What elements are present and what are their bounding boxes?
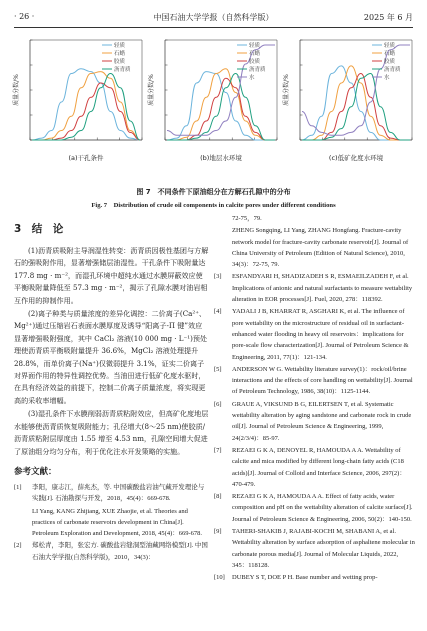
reference-number: [4] [214, 308, 222, 316]
legend-label: 石蜡 [249, 51, 261, 57]
legend-label: 沥青质 [384, 67, 401, 73]
legend-label: 胶质 [384, 59, 396, 65]
reference-number: [2] [14, 542, 22, 550]
reference-item [214, 491, 415, 525]
series-line-胶质 [167, 78, 275, 140]
reference-number: [8] [214, 493, 222, 501]
reference-item [214, 225, 415, 270]
journal-title: 中国石油大学学报（自然科学版） [153, 13, 274, 22]
left-column [14, 213, 209, 564]
series-line-胶质 [302, 74, 410, 141]
panel-subcaption: (c)低矿化度水环境 [328, 154, 384, 162]
reference-item [214, 306, 415, 362]
reference-text: YADALI J B, KHARRAT R, ASGHARI K, et al. The influence of pore wettability on the microstructure of residual oil in surfactant-enhanced water flooding in heavy oil reservoirs：implications for pore-scale flow characterization[J]. Journal of Petroleum Science & Engineering, 2011, 77(1)：121-134. [232, 308, 409, 361]
legend-label: 胶质 [114, 59, 126, 65]
reference-text: ZHENG Songqing, LI Yang, ZHANG Hongfang. Fracture-cavity network model for fracture-cavity carbonate reservoir[J]. Journal of China University of Petroleum (Edition of Natural Science), 2010, 34(3)：72-75, 79. [232, 227, 409, 269]
reference-text: DUBEY S T, DOE P H. Base number and wetting prop- [232, 574, 378, 582]
chart-panel [12, 40, 142, 162]
reference-item [14, 540, 209, 563]
series-line-胶质 [32, 83, 140, 140]
reference-item [214, 399, 415, 444]
conclusion-paragraph: (1)沥青质吸附主导润湿性转变：沥青质因极性基团与方解石的强吸附作用，显著增强储层油湿性。干孔条件下吸附量达 177.8 mg · m⁻²，而湿孔环境中超纯水通过水膜屏蔽效应使平衡吸附量降低至 57.3 mg · m⁻²，揭示了孔隙水膜对油岩相互作用的抑制作用。 [14, 246, 209, 305]
right-column [214, 213, 415, 585]
reference-item [214, 526, 415, 571]
reference-number: [7] [214, 446, 222, 454]
reference-item [214, 364, 415, 398]
running-header [14, 12, 413, 26]
reference-text: LI Yang, KANG Zhijiang, XUE Zhaojie, et al. Theories and practices of carbonate reservoirs development in China[J]. Petroleum Exploration and Development, 2018, 45(4)：669-678. [32, 507, 203, 538]
legend-label: 石蜡 [114, 51, 126, 57]
references-title: 参考文献： [14, 466, 57, 477]
reference-text: TAHERI-SHAKIB J, RAJABI-KOCHI M, SHABANI A, et al. Wettability alteration by surface adsorption of asphaltene molecular in carbonate porous media[J]. Journal of Molecular Liquids, 2022, 345：118128. [232, 528, 415, 569]
reference-item [214, 572, 415, 583]
reference-text: 郑松青，李阳，张宏方. 碳酸盐岩缝洞型油藏网络模型[J]. 中国石油大学学报(自然科学版)，2010，34(3)： [32, 542, 208, 561]
legend-label: 轻质 [384, 43, 396, 49]
reference-text: 李阳，康志江，薛兆杰，等. 中国碳酸盐岩油气藏开发理论与实践[J]. 石油勘探与开发，2018，45(4)：669-678. [32, 483, 205, 503]
conclusion-paragraph: (2)离子种类与质量浓度的差异化调控：二价离子(Ca²⁺、Mg²⁺)通过压缩岩石表面水膜厚度及诱导“阳离子-Π 键”效应显著增强吸附强度，其中 CaCl₂ 溶液(10 000 mg · L⁻¹)预处理使沥青质平衡吸附量提升 36.6%，MgCl₂ 溶液处理提升 28.8%，而单价离子(Na⁺)仅微弱提升 3.1%，证实二价离子对界面作用的特异性调控优势。当油田进行低矿化度水驱时，在具有经济效益的前提下，控制二价离子质量浓度，将实现更高的采收率增幅。 [14, 309, 208, 405]
y-axis-label: 质量分数/% [283, 74, 290, 106]
reference-number: [9] [214, 528, 222, 536]
y-axis-label: 质量分数/% [13, 74, 20, 106]
conclusion-paragraph: (3)湿孔条件下水膜削弱沥青质粘附效应，但高矿化度地层水能够使沥青质恢复吸附能力；孔径增大(8～25 nm)使胶质/沥青质粘附层厚度由 1.55 增至 4.53 nm，孔隙空间增大促进了原油组分均匀分布，利于优化注水开发策略的实施。 [14, 409, 209, 456]
reference-item [214, 445, 415, 490]
legend-label: 沥青质 [249, 67, 266, 73]
panel-subcaption: (a)干孔条件 [68, 154, 104, 162]
series-line-沥青质 [302, 74, 410, 141]
reference-text: REZAEI G K A, DENOYEL R, HAMOUDA A A. Wettability of calcite and mica modified by different long-chain fatty acids (C18 acids)[J]. Journal of Colloid and Interface Science, 2006, 297(2)：470-479. [232, 446, 406, 488]
legend-label: 沥青质 [114, 67, 131, 73]
reference-text: REZAEI G K A, HAMOUDA A A. Effect of fatty acids, water composition and pH on the wettability alteration of calcite surface[J]. Journal of Petroleum Science & Engineering, 2006, 50(2)：140-150. [232, 493, 413, 523]
panel-subcaption: (b)地层水环境 [200, 154, 242, 162]
figure-caption-en: Fig. 7 Distribution of crude oil components in calcite pores under different conditions [91, 202, 336, 209]
reference-number: [1] [14, 483, 22, 491]
issue-date: 2025 年 6 月 [363, 13, 413, 22]
reference-item [14, 506, 209, 540]
reference-number: [3] [214, 273, 222, 281]
reference-text: ESFANDYARI H, SHADIZADEH S R, ESMAEILZADEH F, et al. Implications of anionic and natural surfactants to measure wettability alteration in EOR processes[J]. Fuel, 2020, 278：118392. [232, 273, 413, 304]
chart-panel [147, 40, 277, 162]
legend-label: 石蜡 [384, 51, 396, 57]
figure-caption-cn: 图 7 不同条件下原油组分在方解石孔隙中的分布 [136, 188, 291, 196]
reference-number: [10] [214, 574, 225, 582]
header-rule [14, 27, 413, 28]
legend-label: 胶质 [249, 59, 261, 65]
y-axis-label: 质量分数/% [148, 74, 155, 106]
legend-label: 水 [384, 75, 390, 81]
legend-label: 轻质 [114, 43, 126, 49]
chart-panel [282, 40, 412, 162]
section-title-conclusions: 3 结 论 [14, 223, 64, 235]
reference-item [214, 271, 415, 305]
reference-item [214, 213, 415, 224]
reference-item [14, 482, 209, 505]
page-number: · 26 · [14, 12, 35, 21]
reference-text: 72-75，79. [232, 215, 262, 222]
legend-label: 轻质 [249, 43, 261, 49]
reference-number: [5] [214, 365, 222, 373]
reference-number: [6] [214, 400, 222, 408]
legend-label: 水 [249, 75, 255, 81]
reference-text: GRAUE A, VIKSUND B G, EILERTSEN T, et al. Systematic wettability alteration by aging sandstone and carbonate rock in crude oil[J]. Journal of Petroleum Science & Engineering, 1999, 24(2/3/4)：85-97. [232, 400, 412, 442]
figure-7 [0, 32, 427, 182]
reference-text: ANDERSON W G. Wettability literature survey(1)：rock/oil/brine interactions and the effects of core handling on wettability[J]. Journal of Petroleum Technology, 1986, 38(10)：1125-1144. [232, 365, 413, 396]
